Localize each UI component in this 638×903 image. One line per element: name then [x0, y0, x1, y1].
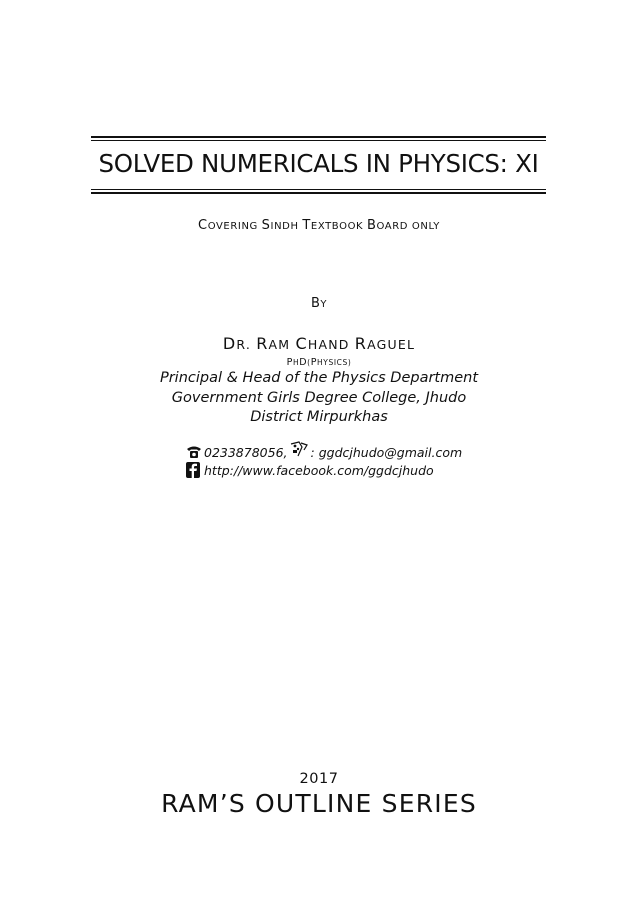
contact-line-phone-email	[186, 442, 462, 462]
author-college: Government Girls Degree College, Jhudo	[171, 390, 467, 406]
facebook-url[interactable]: http://www.facebook.com/ggdcjhudo	[204, 462, 434, 478]
phone-icon	[186, 445, 202, 459]
title-rule-bottom-thin	[91, 189, 546, 190]
sc-capital: R	[256, 334, 269, 353]
book-subtitle	[0, 215, 638, 236]
sc-lowercase: AM	[268, 337, 291, 352]
sc-separator: )	[347, 358, 352, 367]
sc-capital: T	[302, 218, 311, 233]
sc-lowercase: HAND	[307, 337, 350, 352]
byline	[0, 293, 638, 314]
sc-capital: D	[222, 334, 237, 353]
email-address[interactable]: : ggdcjhudo@gmail.com	[310, 444, 463, 460]
sc-capital: S	[261, 218, 271, 233]
sc-lowercase: HYSICS	[317, 358, 348, 367]
title-rule-top-thin	[91, 140, 546, 141]
sc-capital: B	[366, 218, 377, 233]
sc-lowercase: OARD	[376, 221, 409, 232]
byline-rest: Y	[320, 299, 328, 310]
sc-capital: C	[295, 334, 308, 353]
sc-lowercase: EXTBOOK	[310, 221, 364, 232]
sc-lowercase: R	[236, 337, 246, 352]
sc-lowercase: INDH	[270, 221, 299, 232]
contact-line-facebook	[186, 460, 434, 480]
email-icon	[289, 441, 309, 457]
sc-capital: C	[198, 218, 208, 233]
author-position: Principal & Head of the Physics Department	[159, 370, 479, 386]
sc-capital: D	[299, 357, 308, 368]
byline-cap: B	[310, 296, 321, 311]
sc-capital: R	[354, 334, 368, 353]
sc-lowercase: H	[292, 358, 300, 367]
sc-separator: (	[307, 358, 311, 367]
facebook-icon	[186, 462, 200, 478]
sc-capital: P	[286, 357, 293, 368]
publication-year: 2017	[299, 771, 339, 787]
sc-lowercase: OVERING	[207, 221, 258, 232]
sc-separator: .	[245, 337, 257, 352]
book-title: SOLVED NUMERICALS IN PHYSICS: XI	[98, 149, 539, 178]
sc-capital: P	[310, 357, 318, 368]
sc-lowercase: AGUEL	[367, 337, 416, 352]
author-district: District Mirpurkhas	[250, 409, 388, 425]
title-rule-bottom-thick	[91, 192, 546, 194]
sc-lowercase: ONLY	[411, 221, 440, 232]
phone-number: 0233878056,	[204, 444, 288, 460]
title-rule-top-thick	[91, 136, 546, 138]
series-name: RAM’S OUTLINE SERIES	[161, 789, 477, 818]
